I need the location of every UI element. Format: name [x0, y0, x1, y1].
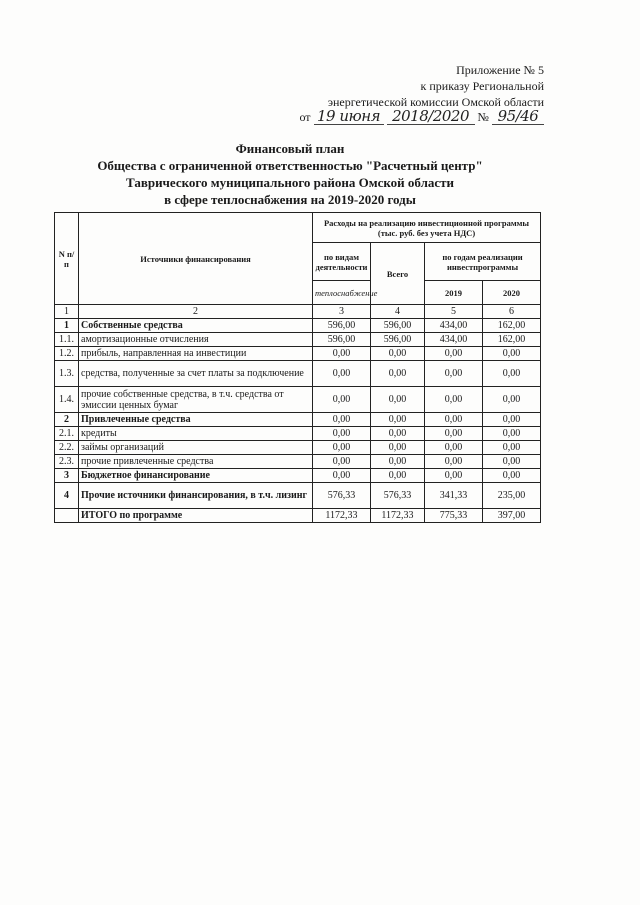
row-total: 0,00 — [371, 441, 425, 455]
row-activity: 596,00 — [313, 319, 371, 333]
row-activity: 576,33 — [313, 483, 371, 509]
row-num: 4 — [55, 483, 79, 509]
annex-line-2: к приказу Региональной — [420, 79, 544, 93]
table-row — [55, 413, 541, 427]
row-2019: 775,33 — [425, 509, 483, 523]
table-header — [55, 213, 541, 319]
table-row — [55, 347, 541, 361]
order-year-handwritten: 2018/2020 — [387, 108, 475, 125]
row-activity: 0,00 — [313, 361, 371, 387]
row-name: Собственные средства — [79, 319, 313, 333]
row-num: 2.2. — [55, 441, 79, 455]
row-activity: 0,00 — [313, 387, 371, 413]
col-number: 3 — [313, 305, 371, 319]
row-num: 3 — [55, 469, 79, 483]
order-line — [299, 108, 544, 125]
row-activity: 596,00 — [313, 333, 371, 347]
row-activity: 0,00 — [313, 441, 371, 455]
row-activity: 1172,33 — [313, 509, 371, 523]
table-row — [55, 361, 541, 387]
row-2019: 0,00 — [425, 441, 483, 455]
row-2019: 0,00 — [425, 347, 483, 361]
row-2019: 434,00 — [425, 333, 483, 347]
row-num: 1.1. — [55, 333, 79, 347]
row-2019: 341,33 — [425, 483, 483, 509]
table-row — [55, 469, 541, 483]
col-number: 4 — [371, 305, 425, 319]
row-2020: 0,00 — [483, 469, 541, 483]
table-row — [55, 319, 541, 333]
row-2020: 0,00 — [483, 455, 541, 469]
row-num: 1.3. — [55, 361, 79, 387]
row-name: средства, полученные за счет платы за подключение — [79, 361, 313, 387]
row-name: кредиты — [79, 427, 313, 441]
row-activity: 0,00 — [313, 469, 371, 483]
row-name: прочие привлеченные средства — [79, 455, 313, 469]
row-2020: 0,00 — [483, 441, 541, 455]
row-name: займы организаций — [79, 441, 313, 455]
row-activity: 0,00 — [313, 347, 371, 361]
row-total: 0,00 — [371, 427, 425, 441]
table-row — [55, 427, 541, 441]
row-total: 0,00 — [371, 361, 425, 387]
financial-plan-table — [54, 212, 541, 523]
row-total: 576,33 — [371, 483, 425, 509]
row-2020: 235,00 — [483, 483, 541, 509]
table-row — [55, 441, 541, 455]
row-num: 1 — [55, 319, 79, 333]
row-2020: 397,00 — [483, 509, 541, 523]
title-line-4: в сфере теплоснабжения на 2019-2020 годы — [164, 192, 416, 207]
row-2020: 0,00 — [483, 413, 541, 427]
row-total: 596,00 — [371, 319, 425, 333]
title-line-1: Финансовый план — [235, 141, 345, 156]
row-2019: 0,00 — [425, 455, 483, 469]
row-name: прочие собственные средства, в т.ч. средства от эмиссии ценных бумаг — [79, 387, 313, 413]
order-date-handwritten: 19 июня — [314, 108, 384, 125]
header-activity-type: теплоснабжение — [313, 281, 371, 305]
row-name: прибыль, направленная на инвестиции — [79, 347, 313, 361]
row-2019: 0,00 — [425, 427, 483, 441]
title-line-2: Общества с ограниченной ответственностью "Расчетный центр" — [97, 158, 483, 173]
row-name: ИТОГО по программе — [79, 509, 313, 523]
row-total: 596,00 — [371, 333, 425, 347]
row-2019: 0,00 — [425, 387, 483, 413]
header-source: Источники финансирования — [79, 213, 313, 305]
row-name: Бюджетное финансирование — [79, 469, 313, 483]
col-number: 1 — [55, 305, 79, 319]
row-total: 0,00 — [371, 347, 425, 361]
row-total: 0,00 — [371, 455, 425, 469]
row-num: 1.4. — [55, 387, 79, 413]
table-row-total — [55, 509, 541, 523]
row-total: 1172,33 — [371, 509, 425, 523]
table-row — [55, 333, 541, 347]
order-number-prefix: № — [477, 110, 489, 124]
row-name: амортизационные отчисления — [79, 333, 313, 347]
row-total: 0,00 — [371, 413, 425, 427]
annex-line-1: Приложение № 5 — [456, 63, 544, 77]
row-num — [55, 509, 79, 523]
row-2019: 434,00 — [425, 319, 483, 333]
row-2019: 0,00 — [425, 361, 483, 387]
header-year-2019: 2019 — [425, 281, 483, 305]
col-number: 2 — [79, 305, 313, 319]
row-2020: 0,00 — [483, 427, 541, 441]
header-by-activity: по видам деятельности — [313, 243, 371, 281]
table-row — [55, 483, 541, 509]
row-num: 2.3. — [55, 455, 79, 469]
table-row — [55, 387, 541, 413]
row-2020: 0,00 — [483, 361, 541, 387]
table-row — [55, 455, 541, 469]
column-number-row — [55, 305, 541, 319]
row-total: 0,00 — [371, 469, 425, 483]
row-activity: 0,00 — [313, 413, 371, 427]
header-year-2020: 2020 — [483, 281, 541, 305]
row-activity: 0,00 — [313, 427, 371, 441]
document-title — [70, 140, 510, 208]
row-2020: 162,00 — [483, 333, 541, 347]
annex-block — [328, 62, 544, 110]
row-2019: 0,00 — [425, 469, 483, 483]
row-2020: 162,00 — [483, 319, 541, 333]
annex-line-3: энергетической комиссии Омской области — [327, 95, 544, 109]
row-name: Привлеченные средства — [79, 413, 313, 427]
row-name: Прочие источники финансирования, в т.ч. лизинг — [79, 483, 313, 509]
row-2019: 0,00 — [425, 413, 483, 427]
order-prefix: от — [299, 110, 311, 124]
col-number: 6 — [483, 305, 541, 319]
row-num: 2.1. — [55, 427, 79, 441]
row-2020: 0,00 — [483, 387, 541, 413]
header-expenses: Расходы на реализацию инвестиционной программы (тыс. руб. без учета НДС) — [313, 213, 541, 243]
row-num: 2 — [55, 413, 79, 427]
row-activity: 0,00 — [313, 455, 371, 469]
row-total: 0,00 — [371, 387, 425, 413]
title-line-3: Таврического муниципального района Омской области — [125, 175, 455, 190]
table-body — [55, 319, 541, 523]
header-total: Всего — [371, 243, 425, 305]
header-by-years: по годам реализации инвестпрограммы — [425, 243, 541, 281]
col-number: 5 — [425, 305, 483, 319]
order-number-handwritten: 95/46 — [492, 108, 544, 125]
header-num: N п/п — [55, 213, 79, 305]
row-num: 1.2. — [55, 347, 79, 361]
row-2020: 0,00 — [483, 347, 541, 361]
